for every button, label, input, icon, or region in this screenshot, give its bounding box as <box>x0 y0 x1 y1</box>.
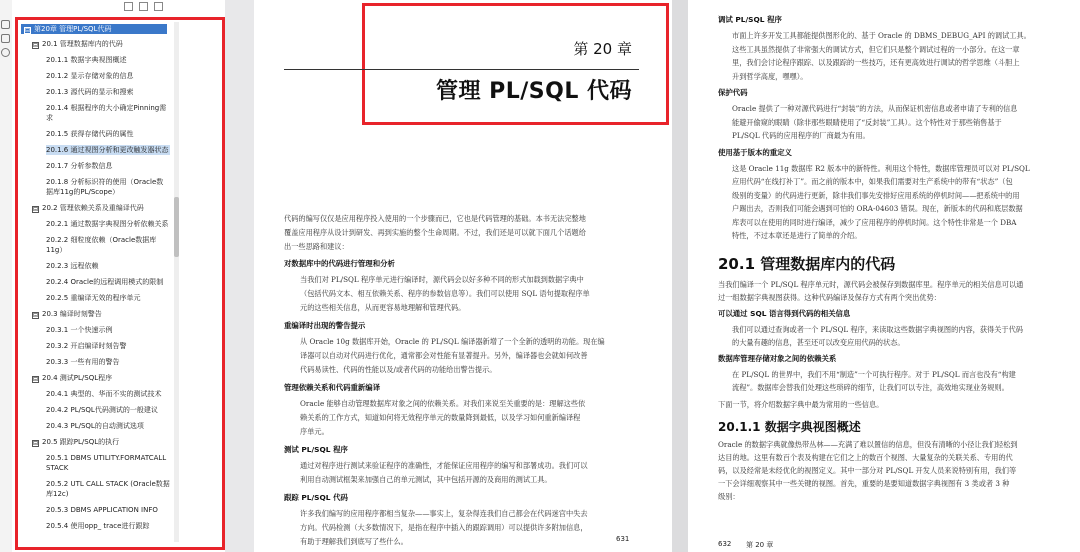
collapse-toggle-icon[interactable]: ⊟ <box>33 206 39 213</box>
section-heading: 管理依赖关系和代码重新编译 <box>284 383 381 392</box>
section-intro-line: 过一组数据字典视图获得。这种代码编译及保存方式有两个突出优势： <box>718 293 941 302</box>
outline-label: 第20章 管理PL/SQL代码 <box>34 25 112 33</box>
outline-section[interactable] <box>32 437 119 447</box>
collapse-all-icon[interactable] <box>124 2 133 11</box>
outline-label: 20.1.6 通过视图分析和更改触发器状态 <box>46 146 169 154</box>
outline-subitem[interactable] <box>46 261 170 271</box>
outline-label: 20.3.1 一个快速示例 <box>46 326 113 334</box>
collapse-toggle-icon[interactable]: ⊟ <box>33 440 39 447</box>
section-title: 20.1 管理数据库内的代码 <box>718 254 896 273</box>
outline-label: 20.5.2 UTL CALL STACK (Oracle数据库12c) <box>46 480 170 498</box>
side-toolbar <box>0 0 12 552</box>
section-line: 级别的变量）的代码进行更新，除非我们事先安排好应用系统的停机时间——把系统中的用 <box>732 190 1020 200</box>
outline-subitem[interactable] <box>46 479 170 499</box>
subsection-line: Oracle 的数据字典就像热带丛林——充满了难以置信的信息，但没有清晰的小径让我们轻松到 <box>718 439 1018 449</box>
section-heading: 数据库管理存储对象之间的依赖关系 <box>718 353 837 363</box>
outline-subitem[interactable] <box>46 87 170 97</box>
section-line: 序单元。 <box>300 427 329 436</box>
collapse-toggle-icon[interactable]: ⊟ <box>25 27 31 34</box>
outline-label: 20.2 管理依赖关系及重编译代码 <box>42 204 144 212</box>
intro-line: 代码的编写仅仅是应用程序投入使用的一个步骤而已，它也是代码管理的基础。本书无法完整地 <box>284 214 586 223</box>
section-line: 能避开偷窥的眼睛（除非那些眼睛使用了“反封装”工具）。这个特性对于那些销售基于 <box>732 117 1002 127</box>
expand-all-icon[interactable] <box>139 2 148 11</box>
outline-subitem[interactable] <box>46 293 170 303</box>
outline-subitem[interactable] <box>46 405 170 415</box>
section-line: 户踢出去，否则我们可能会遇到可怕的 ORA-04603 错误。现在，新版本的代码和底层数据 <box>732 204 1023 213</box>
collapse-toggle-icon[interactable]: ⊟ <box>33 42 39 49</box>
chapter-number: 第 20 章 <box>573 40 632 58</box>
outline-label: 20.3 编译时刻警告 <box>42 310 102 318</box>
section-line: 代码易读性、代码的性能以及/或者代码的功能给出警告提示。 <box>300 365 497 374</box>
outline-subitem[interactable] <box>46 103 170 123</box>
outline-scrollbar[interactable] <box>174 22 179 542</box>
outline-label: 20.5 跟踪PL/SQL的执行 <box>42 438 120 446</box>
section-line: PL/SQL 代码的应用程序的厂商最为有用。 <box>732 131 870 140</box>
section-line: 里，我们会讨论程序跟踪、以及跟踪的一些技巧，还有更高效进行调试的哲学思维（斗胆上 <box>732 58 1020 67</box>
outline-section[interactable] <box>32 203 144 213</box>
section-heading: 保护代码 <box>718 88 748 97</box>
subsection-line: 级别： <box>718 491 740 501</box>
running-chapter: 第 20 章 <box>746 541 774 549</box>
section-line: 从 Oracle 10g 数据库开始，Oracle 的 PL/SQL 编译器新增了一个全新的透明的功能。现在编 <box>300 337 605 346</box>
outline-subitem[interactable] <box>46 389 170 399</box>
outline-label: 20.2.5 重编译无效的程序单元 <box>46 294 141 302</box>
search-icon[interactable] <box>1 48 10 57</box>
outline-label: 20.5.1 DBMS UTILITY.FORMATCALL STACK <box>46 454 167 472</box>
intro-line: 覆盖应用程序从设计到研发、再到实施的整个生命周期。不过，我们还是可以就下面几个话题给 <box>284 228 586 237</box>
section-line: 通过对程序进行测试来验证程序的准确性，才能保证应用程序的编写和部署成功。我们可以 <box>300 461 588 470</box>
section-line: 在 PL/SQL 的世界中，我们不用“制造”一个可执行程序。对于 PL/SQL 而言也没有“构建 <box>732 369 1016 379</box>
section-heading: 对数据库中的代码进行管理和分析 <box>284 259 395 268</box>
outline-label: 20.5.4 使用opp_ trace进行跟踪 <box>46 522 150 530</box>
outline-label: 20.2.4 Oracle的远程调用模式的限制 <box>46 278 164 286</box>
bookmark-icon[interactable] <box>1 20 10 29</box>
outline-subitem[interactable] <box>46 453 170 473</box>
outline-toolbar <box>12 0 225 16</box>
outline-label: 20.2.3 远程依赖 <box>46 262 99 270</box>
outline-subitem[interactable] <box>46 55 170 65</box>
section-line: 特性，不过本章还是进行了简单的介绍。 <box>732 231 862 240</box>
outline-subitem[interactable] <box>46 71 170 81</box>
outline-label: 20.1.3 源代码的显示和搜索 <box>46 88 134 96</box>
section-intro-line: 当我们编译一个 PL/SQL 程序单元时，源代码会被保存到数据库里。程序单元的相关信息可以通 <box>718 279 1024 289</box>
outline-label: 20.2.2 细粒度依赖（Oracle数据库11g） <box>46 236 157 254</box>
outline-subitem[interactable] <box>46 357 170 367</box>
outline-label: 20.5.3 DBMS APPLICATION INFO <box>46 506 158 514</box>
subsection-line: 码，以及经常是未经优化的视图定义。其中一部分对 PL/SQL 开发人员来说特别有用，我们等 <box>718 465 1017 475</box>
chapter-title-highlight <box>362 3 669 125</box>
collapse-toggle-icon[interactable]: ⊟ <box>33 312 39 319</box>
outline-section[interactable] <box>21 24 167 34</box>
page-spine <box>672 0 688 552</box>
subsection-line: 达目的地。这里有数百个表及构建在它们之上的数百个视图、大量复杂的关联关系、专用的代 <box>718 452 1013 462</box>
outline-section[interactable] <box>32 373 112 383</box>
section-line: 应用代码“在线打补丁”。而之前的版本中，如果我们需要对生产系统中的带有“状态”（包 <box>732 177 1013 186</box>
add-bookmark-icon[interactable] <box>154 2 163 11</box>
section-heading: 调试 PL/SQL 程序 <box>718 15 782 24</box>
section-line: 元的这些相关信息，从而更容易地理解和管理代码。 <box>300 303 466 312</box>
intro-line: 出一些思路和建议： <box>284 242 349 251</box>
outline-label: 20.1.1 数据字典视图概述 <box>46 56 127 64</box>
chapter-title: 管理 PL/SQL 代码 <box>435 79 632 104</box>
pages-icon[interactable] <box>1 34 10 43</box>
section-line: 许多我们编写的应用程序都相当复杂——事实上，复杂得连我们自己都会在代码迷宫中失去 <box>300 509 588 518</box>
outline-subitem[interactable] <box>46 341 170 351</box>
transition-line: 下面一节，将介绍数据字典中最为常用的一些信息。 <box>718 399 884 409</box>
outline-label: 20.1.7 分析参数信息 <box>46 162 113 170</box>
outline-scroll-thumb[interactable] <box>174 197 179 257</box>
page-632 <box>688 0 1080 552</box>
section-line: 当我们对 PL/SQL 程序单元进行编译时，源代码会以好多种不同的形式加载到数据字典中 <box>300 275 584 284</box>
outline-label: 20.4.2 PL/SQL代码测试的一般建议 <box>46 406 158 414</box>
outline-subitem[interactable] <box>46 129 170 139</box>
section-line: 利用自动测试框架来加强自己的单元测试，其中包括开源的及商用的测试工具。 <box>300 475 552 484</box>
outline-label: 20.3.2 开启编译时刻告警 <box>46 342 127 350</box>
outline-label: 20.1.8 分析标识符的使用（Oracle数据库11g的PL/Scope） <box>46 178 164 196</box>
outline-label: 20.1.2 显示存储对象的信息 <box>46 72 134 80</box>
outline-subitem[interactable] <box>46 177 170 197</box>
section-line: 流程”。数据库会替我们处理这些琐碎的细节，让我们可以专注，高效地实现业务规则。 <box>732 383 1009 392</box>
section-line: 方向。代码检测（大多数情况下，是指在程序中插入的跟踪调用）可以提供许多附加信息， <box>300 523 588 532</box>
section-line: Oracle 提供了一种对源代码进行“封装”的方法，从而保证机密信息或者申请了专利的信息 <box>732 104 1018 113</box>
chapter-rule <box>284 69 639 70</box>
subsection-title: 20.1.1 数据字典视图概述 <box>718 419 861 434</box>
outline-label: 20.1 管理数据库内的代码 <box>42 40 123 48</box>
outline-subitem[interactable] <box>46 325 170 335</box>
outline-label: 20.1.4 根据程序的大小确定Pinning需求 <box>46 104 167 122</box>
outline-label: 20.4.3 PL/SQL的自动测试选项 <box>46 422 144 430</box>
section-line: 升到哲学高度，嘿嘿）。 <box>732 71 808 81</box>
section-line: 有助于理解我们到底写了些什么。 <box>300 537 408 546</box>
section-line: 这是 Oracle 11g 数据库 R2 版本中的新特性。利用这个特性，数据库管理员可以对 PL/SQL <box>732 163 1030 173</box>
outline-label: 20.4.1 典型的、华而不实的测试技术 <box>46 390 162 398</box>
outline-subitem[interactable] <box>46 277 170 287</box>
outline-label: 20.3.3 一些有用的警告 <box>46 358 120 366</box>
outline-section[interactable] <box>32 309 102 319</box>
section-line: 这些工具虽然提供了非常强大的调试方式，但它们只是整个调试过程的一小部分。在这一章 <box>732 44 1020 54</box>
subsection-line: 一下会详细观察其中一些关键的视图。首先，重要的是要知道数据字典视图有 3 类或者 3 种 <box>718 478 1010 488</box>
outline-subitem[interactable] <box>46 161 170 171</box>
outline-label: 20.1.5 获得存储代码的属性 <box>46 130 134 138</box>
section-line: 赖关系的工作方式，知道如何将无效程序单元的数量降到最低，以及学习如何重新编译程 <box>300 413 581 422</box>
section-line: Oracle 能够自动管理数据库对象之间的依赖关系。对我们来说至关重要的是：理解这些依 <box>300 399 586 408</box>
section-heading: 测试 PL/SQL 程序 <box>284 445 348 454</box>
section-heading: 跟踪 PL/SQL 代码 <box>284 493 348 502</box>
section-heading: 使用基于版本的重定义 <box>718 147 792 157</box>
outline-label: 20.4 测试PL/SQL程序 <box>42 374 113 382</box>
outline-subitem[interactable] <box>46 235 170 255</box>
outline-highlight-frame <box>15 17 225 550</box>
section-line: （包括代码文本、相互依赖关系、程序的参数信息等）。我们可以使用 SQL 语句提取程序单 <box>300 289 590 298</box>
section-line: 的大量有趣的信息，甚至还可以改变应用代码的状态。 <box>732 338 905 347</box>
outline-subitem[interactable] <box>46 219 170 229</box>
outline-label: 20.2.1 通过数据字典视图分析依赖关系 <box>46 220 169 228</box>
section-heading: 重编译时出现的警告提示 <box>284 321 366 330</box>
outline-section[interactable] <box>32 39 123 49</box>
page-631 <box>254 0 672 552</box>
section-line: 市面上许多开发工具都能提供图形化的、基于 Oracle 的 DBMS_DEBUG_API 的调试工具。 <box>732 31 1031 40</box>
outline-subitem[interactable] <box>46 421 170 431</box>
section-heading: 可以通过 SQL 语言得到代码的相关信息 <box>718 308 851 318</box>
outline-subitem[interactable] <box>46 521 170 531</box>
page-number: 632 <box>718 540 732 548</box>
section-line: 我们可以通过查询或者一个 PL/SQL 程序，来读取这些数据字典视图的内容，获得关于代码 <box>732 324 1023 334</box>
section-line: 库表可以在使用的同时进行编译，减少了应用程序的停机时间。这个特性非常是一个 DBA <box>732 217 1017 227</box>
page-number: 631 <box>616 535 630 543</box>
section-line: 译器可以自动对代码进行优化，通常都会对性能有显著提升。另外，编译器也会就如何改善 <box>300 351 588 360</box>
outline-panel <box>12 0 225 552</box>
outline-subitem[interactable] <box>46 505 170 515</box>
outline-subitem[interactable] <box>46 145 170 155</box>
collapse-toggle-icon[interactable]: ⊟ <box>33 376 39 383</box>
